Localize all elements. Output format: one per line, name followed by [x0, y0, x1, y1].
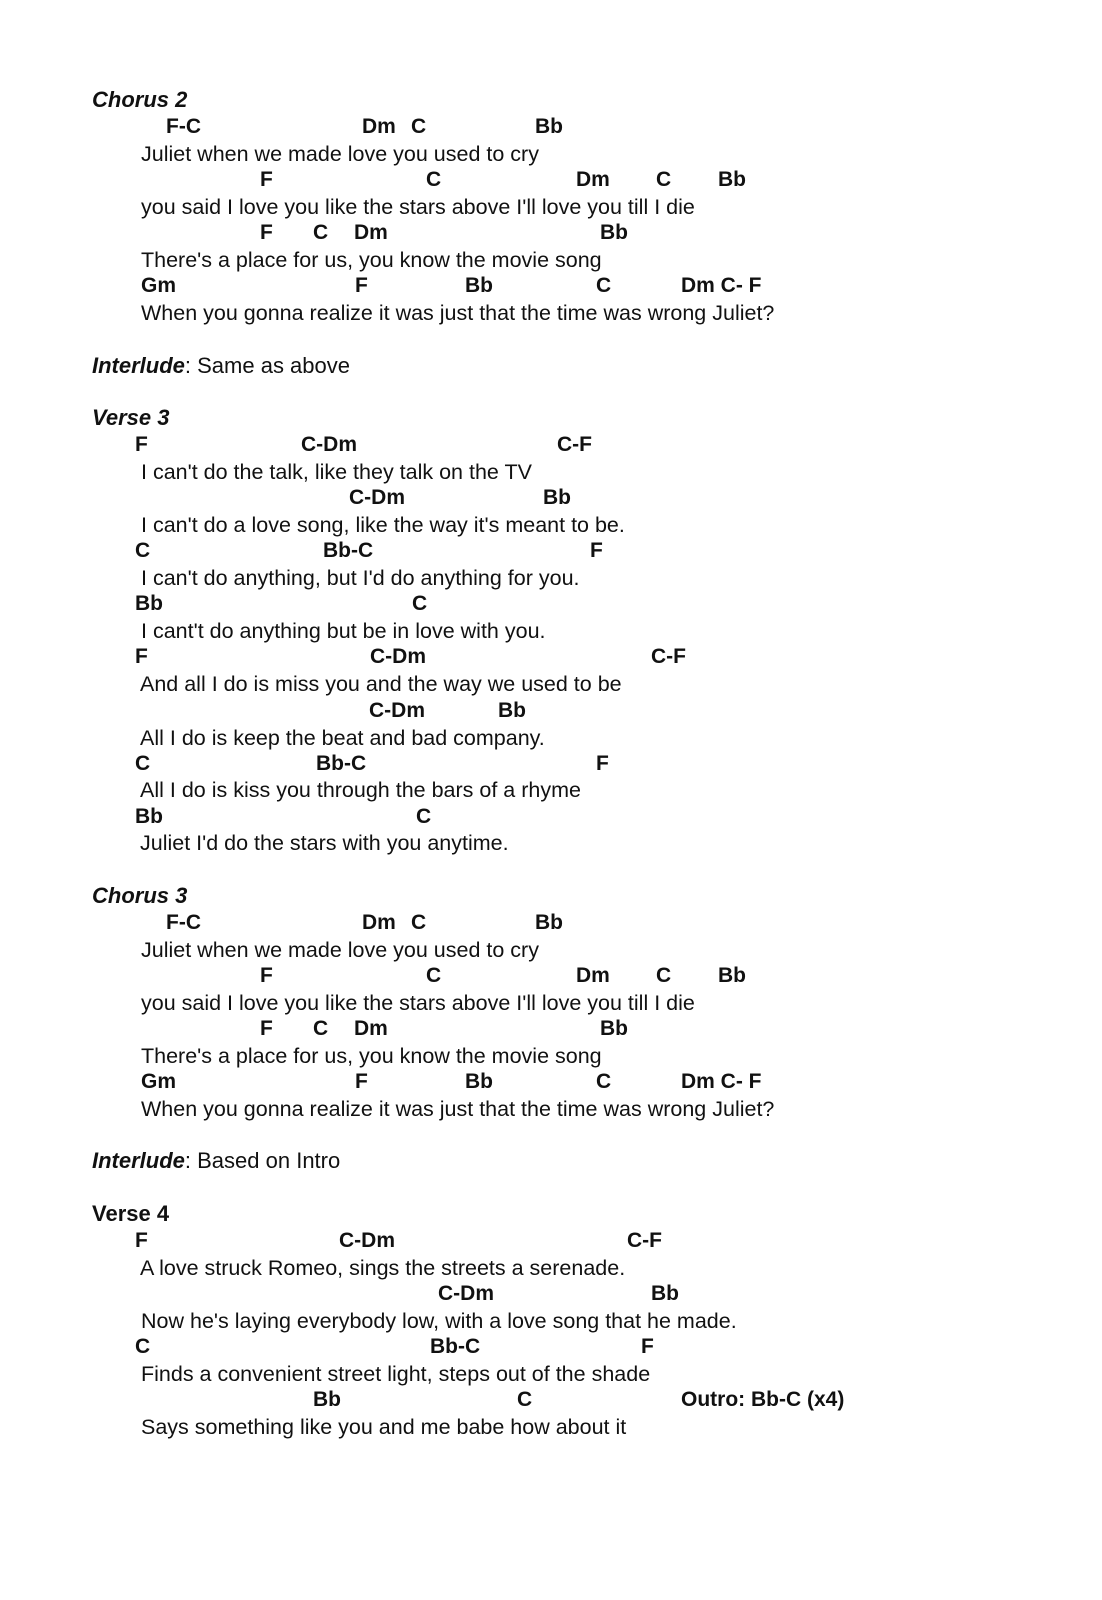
chord-bb: Bb — [313, 1388, 341, 1411]
chord-c: C — [411, 115, 427, 138]
chord-bb: Bb — [135, 592, 163, 615]
lyric-line: I can't do the talk, like they talk on the TV — [141, 460, 532, 484]
chord-c: C — [656, 168, 672, 191]
section-title-verse-3: Verse 3 — [92, 405, 170, 430]
chord-f: F — [260, 168, 273, 191]
lyric-line: There's a place for us, you know the movie song — [141, 248, 602, 272]
section-title-chorus-3: Chorus 3 — [92, 883, 188, 908]
chord-c: C — [416, 805, 432, 828]
chord-c: C — [656, 964, 672, 987]
chord-c: C — [135, 539, 151, 562]
chord-f: F — [135, 433, 148, 456]
chord-c: C — [313, 221, 329, 244]
chord-c: C — [135, 1335, 151, 1358]
lyric-line: I cant't do anything but be in love with you. — [141, 619, 546, 643]
chord-bb: Bb — [651, 1282, 679, 1305]
chord-bb-c: Bb-C — [316, 752, 367, 775]
chord-dm: Dm — [576, 168, 610, 191]
chord-bb: Bb — [718, 964, 746, 987]
chord-gm: Gm — [141, 1070, 177, 1093]
chord-c: C — [411, 911, 427, 934]
lyric-line: I can't do anything, but I'd do anything for you. — [141, 566, 580, 590]
chord-c: C — [596, 1070, 612, 1093]
chord-dm-c-f: Dm C- F — [681, 1070, 762, 1093]
chord-bb: Bb — [543, 486, 571, 509]
chord-c-dm: C-Dm — [349, 486, 405, 509]
interlude-text: : Based on Intro — [184, 1148, 341, 1173]
chord-dm: Dm — [354, 1017, 388, 1040]
chord-bb: Bb — [535, 911, 563, 934]
chord-bb: Bb — [535, 115, 563, 138]
chord-bb: Bb — [465, 1070, 493, 1093]
chord-bb-c: Bb-C — [430, 1335, 481, 1358]
chord-c: C — [313, 1017, 329, 1040]
chord-c: C — [135, 752, 151, 775]
chord-bb: Bb — [465, 274, 493, 297]
lyric-line: There's a place for us, you know the movie song — [141, 1044, 602, 1068]
chord-c-f: C-F — [651, 645, 686, 668]
lyric-line: And all I do is miss you and the way we used to be — [140, 672, 622, 696]
lyric-line: A love struck Romeo, sings the streets a serenade. — [140, 1256, 626, 1280]
lyric-line: you said I love you like the stars above I'll love you till I die — [141, 991, 695, 1015]
interlude-label: Interlude — [92, 353, 185, 378]
section-title-verse-4: Verse 4 — [92, 1201, 170, 1226]
chord-dm: Dm — [576, 964, 610, 987]
chord-f: F — [590, 539, 603, 562]
chord-f: F — [355, 274, 368, 297]
chord-bb: Bb — [600, 1017, 628, 1040]
interlude-note — [92, 353, 350, 379]
section-title-chorus-2: Chorus 2 — [92, 87, 188, 112]
chord-outro-bb-c-x4: Outro: Bb-C (x4) — [681, 1388, 845, 1411]
chord-f: F — [641, 1335, 654, 1358]
chord-dm: Dm — [354, 221, 388, 244]
interlude-note — [92, 1148, 340, 1174]
chord-f: F — [135, 1229, 148, 1252]
chord-c: C — [426, 168, 442, 191]
chord-c-dm: C-Dm — [339, 1229, 395, 1252]
chord-c: C — [517, 1388, 533, 1411]
lyric-line: Finds a convenient street light, steps out of the shade — [141, 1362, 651, 1386]
chord-f: F — [596, 752, 609, 775]
chord-c-dm: C-Dm — [369, 699, 425, 722]
lyric-line: Now he's laying everybody low, with a love song that he made. — [141, 1309, 737, 1333]
chord-c: C — [596, 274, 612, 297]
lyric-line: Juliet I'd do the stars with you anytime. — [140, 831, 509, 855]
lyric-line: you said I love you like the stars above I'll love you till I die — [141, 195, 695, 219]
chord-f-c: F-C — [166, 115, 201, 138]
chord-f-c: F-C — [166, 911, 201, 934]
chord-bb: Bb — [135, 805, 163, 828]
chord-f: F — [260, 964, 273, 987]
chord-c-dm: C-Dm — [370, 645, 426, 668]
chord-f: F — [260, 1017, 273, 1040]
chord-c-dm: C-Dm — [438, 1282, 494, 1305]
chord-dm: Dm — [362, 911, 396, 934]
chord-bb-c: Bb-C — [323, 539, 374, 562]
chord-c-f: C-F — [557, 433, 592, 456]
lyric-line: When you gonna realize it was just that the time was wrong Juliet? — [141, 301, 775, 325]
interlude-text: : Same as above — [184, 353, 351, 378]
lyric-line: Juliet when we made love you used to cry — [141, 938, 539, 962]
chord-f: F — [355, 1070, 368, 1093]
chord-dm-c-f: Dm C- F — [681, 274, 762, 297]
chord-f: F — [135, 645, 148, 668]
lyric-line: I can't do a love song, like the way it's meant to be. — [141, 513, 625, 537]
lyric-line: All I do is kiss you through the bars of a rhyme — [140, 778, 581, 802]
chord-c-dm: C-Dm — [301, 433, 357, 456]
lyric-line: All I do is keep the beat and bad company. — [140, 726, 545, 750]
lyric-line: When you gonna realize it was just that the time was wrong Juliet? — [141, 1097, 775, 1121]
lyric-line: Juliet when we made love you used to cry — [141, 142, 539, 166]
chord-c-f: C-F — [627, 1229, 662, 1252]
chord-bb: Bb — [498, 699, 526, 722]
chord-f: F — [260, 221, 273, 244]
chord-dm: Dm — [362, 115, 396, 138]
chord-c: C — [412, 592, 428, 615]
chord-c: C — [426, 964, 442, 987]
lyric-line: Says something like you and me babe how about it — [141, 1415, 627, 1439]
chord-gm: Gm — [141, 274, 177, 297]
interlude-label: Interlude — [92, 1148, 185, 1173]
chord-bb: Bb — [718, 168, 746, 191]
chord-bb: Bb — [600, 221, 628, 244]
